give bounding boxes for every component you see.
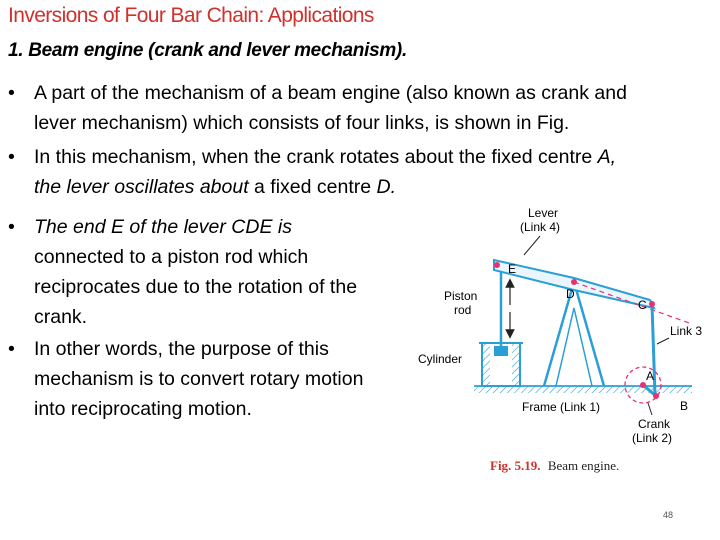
leader-lever <box>524 236 540 255</box>
bullet-2-italic-D: D. <box>376 176 397 198</box>
label-crank-link: (Link 2) <box>632 431 673 445</box>
label-E: E <box>508 262 517 276</box>
label-lever: Lever <box>528 206 559 220</box>
bullet-2 <box>8 142 720 202</box>
leader-crank <box>648 403 652 415</box>
bullet-4 <box>8 334 428 424</box>
cylinder <box>479 343 523 386</box>
section-subheading: 1. Beam engine (crank and lever mechanism). <box>8 40 407 61</box>
bullet-3-line-3: reciprocates due to the rotation of the <box>34 276 358 298</box>
slide-title: Inversions of Four Bar Chain: Applications <box>8 4 374 27</box>
bullet-1-line-1: A part of the mechanism of a beam engine (also known as crank and <box>34 82 627 104</box>
figure-caption <box>490 458 619 473</box>
bullet-3 <box>8 212 428 332</box>
bullet-1-line-2: lever mechanism) which consists of four links, is shown in Fig. <box>34 112 570 134</box>
label-piston: Piston <box>444 289 478 303</box>
label-B: B <box>680 399 689 413</box>
bullet-symbol: • <box>8 338 15 360</box>
bullet-2-text-2: a fixed centre <box>248 176 377 198</box>
label-frame: Frame (Link 1) <box>522 400 601 414</box>
label-cylinder: Cylinder <box>418 352 463 366</box>
bullet-2-italic-lever: the lever oscillates about <box>34 176 249 198</box>
bullet-symbol: • <box>8 146 15 168</box>
pivot-B <box>653 393 659 399</box>
label-D: D <box>566 287 575 301</box>
bullet-1 <box>8 78 708 138</box>
bullet-4-line-3: into reciprocating motion. <box>34 398 252 420</box>
bullet-4-line-1: In other words, the purpose of this <box>34 338 329 360</box>
bullet-symbol: • <box>8 82 15 104</box>
leader-link3 <box>657 338 669 344</box>
beam-engine-diagram <box>418 200 720 480</box>
bullet-4-line-2: mechanism is to convert rotary motion <box>34 368 364 390</box>
label-crank: Crank <box>638 417 671 431</box>
bullet-3-line-2: connected to a piston rod which <box>34 246 309 268</box>
bullet-3-italic-line: The end E of the lever CDE is <box>34 216 292 238</box>
bullet-symbol: • <box>8 216 15 238</box>
pivot-D <box>571 279 577 285</box>
label-rod: rod <box>454 303 472 317</box>
pivot-E <box>494 262 500 268</box>
bullet-3-line-4: crank. <box>34 306 88 328</box>
figure-caption-text: Beam engine. <box>547 458 620 473</box>
figure-number: Fig. 5.19. <box>490 458 541 473</box>
page-number: 48 <box>663 510 674 520</box>
label-lever-link: (Link 4) <box>520 220 561 234</box>
label-C: C <box>638 298 647 312</box>
pivot-C <box>649 301 655 307</box>
bullet-2-text: In this mechanism, when the crank rotates about the fixed centre <box>34 146 598 168</box>
bullet-2-italic-A: A, <box>597 146 617 168</box>
label-link3: Link 3 <box>670 324 703 338</box>
label-A: A <box>646 369 655 383</box>
